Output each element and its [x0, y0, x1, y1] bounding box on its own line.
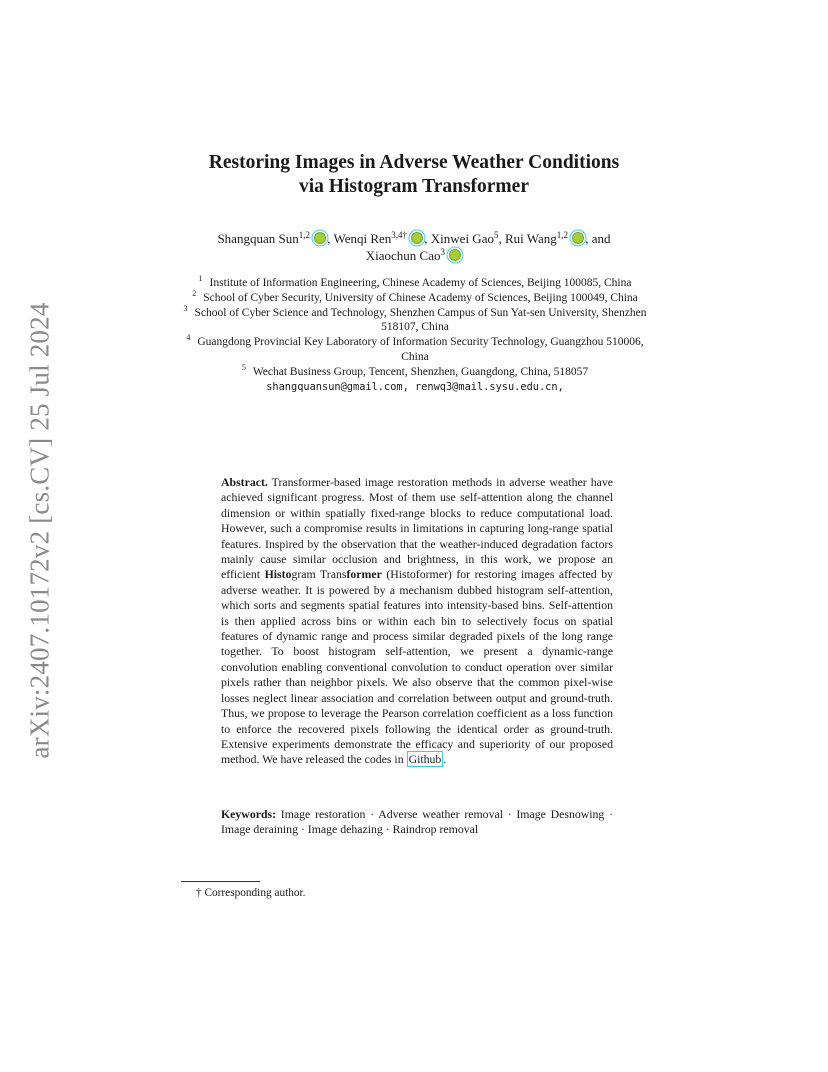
affiliation-item: [180, 335, 650, 365]
keywords-label: Keywords:: [221, 807, 277, 821]
affiliation-number: 5: [241, 362, 246, 372]
author-superscript: 5: [493, 230, 499, 240]
author-emails: shangquansun@gmail.com, renwq3@mail.sysu.edu.cn,: [266, 380, 564, 393]
abstract-text: Transformer-based image restoration methods in adverse weather have achieved significant progress. Most of them use self-attention along the channel dimension or within spatially fixed-range blocks to reduce computational load. However, such a compromise results in limitations in capturing long-range spatial features. Inspired by the observation that the weather-induced degradation factors mainly cause similar occlusion and brightness, in this work, we propose an efficient: [221, 475, 613, 582]
abstract-bold-term: former: [346, 567, 382, 582]
author-name: Xiaochun Cao: [365, 248, 441, 263]
title-line-2: via Histogram Transformer: [299, 176, 529, 197]
abstract-text: gram Trans: [291, 567, 347, 582]
author-conjunction: and: [591, 231, 611, 246]
orcid-icon[interactable]: [572, 232, 584, 244]
author-superscript: 1,2: [556, 230, 569, 240]
abstract-bold-term: Histo: [264, 567, 292, 582]
github-link[interactable]: Github: [408, 752, 442, 767]
affiliation-number: 1: [198, 274, 203, 283]
paper-title: [0, 151, 828, 199]
abstract-label: Abstract.: [221, 475, 268, 489]
orcid-icon[interactable]: [411, 232, 423, 244]
affiliation-number: 2: [192, 288, 197, 298]
title-line-1: Restoring Images in Adverse Weather Conditions: [208, 152, 620, 173]
affiliation-text: School of Cyber Security, University of Chinese Academy of Sciences, Beijing 100049, China: [203, 291, 638, 304]
arxiv-side-identifier: [22, 295, 58, 765]
affiliation-list: [180, 276, 650, 394]
affiliation-number: 4: [186, 333, 191, 343]
affiliation-item: [180, 288, 650, 306]
author-superscript: 3: [440, 247, 445, 257]
footnote: † Corresponding author.: [196, 887, 306, 899]
abstract: [221, 475, 613, 768]
affiliation-item: [180, 303, 650, 336]
affiliation-text: Institute of Information Engineering, Chinese Academy of Sciences, Beijing 100085, China: [209, 277, 632, 289]
author-name: Wenqi Ren: [333, 231, 392, 246]
abstract-text: (Histoformer) for restoring images affected by adverse weather. It is powered by a mechanism dubbed histogram self-attention, which sorts and segments spatial features into intensity-based bins. Self-attention is then applied across bins or within each bin to selectively focus on spatial features of dynamic range and process similar degraded pixels of the long range together. To boost histogram self-attention, we present a dynamic-range convolution enabling conventional convolution to conduct operation over similar pixels rather than neighbor pixels. We also observe that the common pixel-wise losses neglect linear association and correlation between output and ground-truth. Thus, we propose to leverage the Pearson correlation coefficient as a loss function to enforce the recovered pixels following the identical order as ground-truth. Extensive experiments demonstrate the efficacy and superiority of our proposed method. We have released the codes in: [221, 567, 613, 767]
affiliation-item: [180, 362, 650, 380]
orcid-icon[interactable]: [449, 249, 461, 261]
affiliation-number: 3: [183, 303, 188, 313]
arxiv-side-identifier-text: arXiv:2407.10172v2 [cs.CV] 25 Jul 2024: [24, 301, 55, 759]
affiliation-item: [180, 276, 650, 291]
affiliation-text: School of Cyber Science and Technology, Shenzhen Campus of Sun Yat-sen University, Shenzhen 518107, China: [194, 306, 647, 334]
author-name: Shangquan Sun: [217, 231, 299, 246]
author-superscript: 3,4†: [391, 230, 408, 240]
affiliation-text: Guangdong Provincial Key Laboratory of Information Security Technology, Guangzhou 510006, China: [197, 336, 644, 363]
footnote-rule: [181, 881, 260, 882]
affiliation-text: Wechat Business Group, Tencent, Shenzhen, Guangdong, China, 518057: [252, 365, 589, 378]
abstract-text: .: [443, 752, 447, 767]
author-superscript: 1,2: [298, 230, 310, 240]
author-list: Shangquan Sun$^{1,2}$ , Wenqi Ren$^{3,4\dagger}$ , Xinwei Gao$^5$, Rui Wang$^{1,2}$ , and Xiaochun Cao$^3$: [217, 230, 611, 263]
author-name: Rui Wang: [504, 231, 557, 246]
keywords: [221, 807, 613, 838]
author-name: Xinwei Gao: [430, 231, 494, 246]
keywords-text: Image restoration · Adverse weather removal · Image Desnowing · Image deraining · Image dehazing · Raindrop removal: [221, 807, 614, 837]
orcid-icon[interactable]: [314, 232, 326, 244]
